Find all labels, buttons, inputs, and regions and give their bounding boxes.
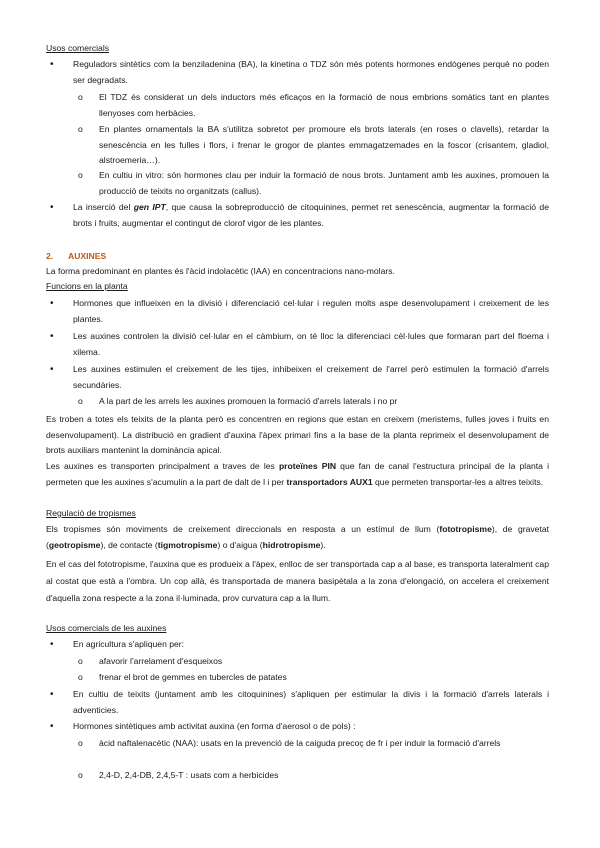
funcions-bullet-2: Les auxines controlen la divisió cel·lular en el càmbium, on té lloc la diferenciaci cèl·lules que formaran part del floema i xilema.	[73, 331, 549, 357]
bullet-icon: •	[50, 721, 54, 732]
paragraph-transport: Les auxines es transporten principalment a traves de les proteïnes PIN que fan de canal l'estructura principal de la planta i permeten que les auxines s'acumulin a la part de dalt de l i per transportadors AUX1 que permeten transportar-les a altres teixits.	[46, 461, 549, 487]
bullet-icon: •	[50, 331, 54, 342]
usos1-bullet-1: Reguladors sintètics com la benziladenina (BA), la kinetina o TDZ són més potents hormones endògenes perquè no poden ser degradats.	[73, 59, 549, 85]
section-title: AUXINES	[68, 251, 107, 261]
auxines-intro: La forma predominant en plantes és l'àcid indolacètic (IAA) en concentracions nano-molars.	[46, 266, 395, 276]
bullet-icon: •	[50, 59, 54, 70]
bullet-icon: •	[50, 689, 54, 700]
bullet-icon: •	[50, 639, 54, 650]
usos1-sub-3: En cultiu in vitro: són hormones clau per induir la formació de nous brots. Juntament amb les auxines, promouen la producció de teixits no organitzats (callus).	[99, 170, 549, 196]
aux1-term: transportadors AUX1	[286, 476, 373, 487]
funcions-bullet-3: Les auxines estimulen el creixement de les tijes, inhibeixen el creixement de l'arrel però estimulen la formació d'arrels secundàries.	[73, 364, 549, 390]
funcions-heading: Funcions en la planta	[46, 281, 128, 291]
usos-auxines-heading: Usos comercials de les auxines	[46, 623, 167, 633]
proteines-pin-term: proteïnes PIN	[278, 461, 337, 471]
circle-bullet-icon: o	[78, 170, 83, 180]
usos2-bullet-1: En agricultura s'apliquen per:	[73, 639, 185, 649]
paragraph-distribucio: Es troben a totes els teixits de la planta però es concentren en regions que estan en creixem (meristems, fulles joves i fruits en desenvolupament). La distribució en gradient d'auxina l'àpex primari fins a la base de la planta reprimeix el desenvolupament de brots auxiliars mantenint la dominància apical.	[46, 414, 549, 456]
usos2-bullet-3: Hormones sintètiques amb activitat auxina (en forma d'aerosol o de pols) :	[73, 721, 356, 731]
bullet-icon: •	[50, 298, 54, 309]
circle-bullet-icon: o	[78, 656, 83, 666]
usos2-bullet-3-sub-2: 2,4-D, 2,4-DB, 2,4,5-T : usats com a herbicides	[99, 770, 279, 780]
funcions-sub-1: A la part de les arrels les auxines promouen la formació d'arrels laterals i no pr	[99, 396, 398, 406]
circle-bullet-icon: o	[78, 124, 83, 134]
fototropisme-paragraph: En el cas del fototropisme, l'auxina que es produeix a l'àpex, enlloc de ser transportada cap a al base, es transporta lateralment cap al costat que està a l'ombra. Un cop allà, és transportada de manera basipètala a la zona d'elongació, on accelera el creixement d'aquella zona respecte a la zona il·luminada, prov curvatura cap a la llum.	[46, 559, 549, 603]
bullet-icon: •	[50, 364, 54, 375]
circle-bullet-icon: o	[78, 396, 83, 406]
section-number: 2.	[46, 251, 54, 261]
tropismes-paragraph: Els tropismes són moviments de creixement direccionals en resposta a un estímul de llum (fototropisme), de gravetat (geotropisme), de contacte (tigmotropisme) o d'aigua (hidrotropisme).	[46, 524, 549, 550]
funcions-bullet-1: Hormones que influeixen en la divisió i diferenciació cel·lular i regulen molts aspe desenvolupament i creixement de les plantes.	[73, 298, 549, 324]
circle-bullet-icon: o	[78, 92, 83, 102]
usos2-bullet-1-sub-1: afavorir l'arrelament d'esqueixos	[99, 656, 223, 666]
bullet-icon: •	[50, 202, 54, 213]
circle-bullet-icon: o	[78, 738, 83, 748]
gen-ipt-term: gen IPT	[133, 202, 166, 212]
usos1-sub-1: El TDZ és considerat un dels inductors més eficaços en la formació de nous embrions somàtics tant en plantes llenyoses com herbàcies.	[99, 92, 549, 118]
usos1-bullet-2: La inserció del gen IPT, que causa la sobreproducció de citoquinines, permet ret senescència, augmentar la formació de brots i fruits, augmentar el contingut de clorof vigor de les plantes.	[73, 202, 549, 228]
usos1-sub-2: En plantes ornamentals la BA s'utilitza sobretot per promoure els brots laterals (en roses o clavells), retardar la senescència en les fulles i flors, i frenar le grogor de plantes emmagatzemades en la foscor (crisantem, gladiol, alstroemeria…).	[99, 124, 549, 166]
usos2-bullet-3-sub-1: àcid naftalenacètic (NAA): usats en la prevenció de la caiguda precoç de fr i per induir la formació d'arrels	[99, 738, 501, 748]
circle-bullet-icon: o	[78, 770, 83, 780]
usos-comercials-heading: Usos comercials	[46, 43, 110, 53]
circle-bullet-icon: o	[78, 672, 83, 682]
usos2-bullet-1-sub-2: frenar el brot de gemmes en tubercles de patates	[99, 672, 287, 682]
regulacio-heading: Regulació de tropismes	[46, 508, 136, 518]
usos2-bullet-2: En cultiu de teixits (juntament amb les citoquinines) s'apliquen per estimular la divis i la formació d'arrels laterals i adventicies.	[73, 689, 549, 715]
